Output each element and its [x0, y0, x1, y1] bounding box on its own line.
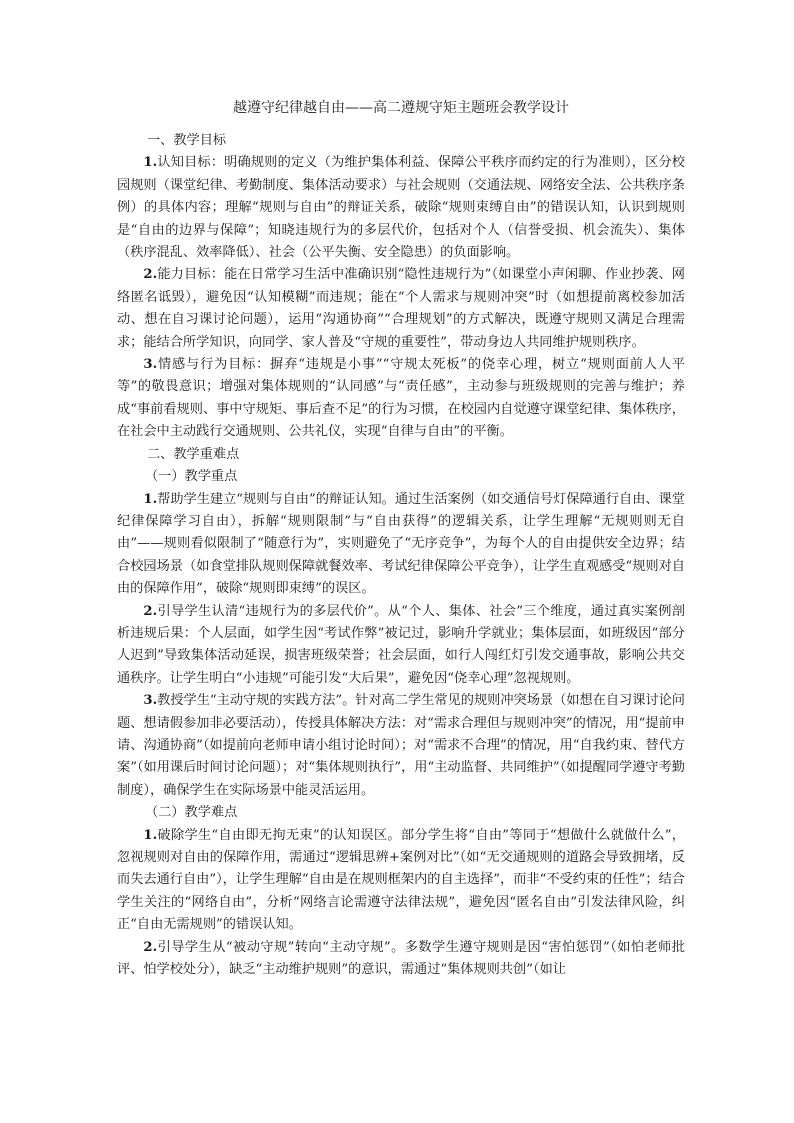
item-text: 教授学生“主动守规的实践方法”。针对高二学生常见的规则冲突场景（如想在自习课讨论问题、想请假参加非必要活动），传授具体解决方法：对“需求合理但与规则冲突”的情况，用“提前申请、沟通协商”（如提前向老师申请小组讨论时间）；对“需求不合理”的情况，用“自我约束、替代方案”（如用课后时间讨论问题）；对“集体规则执行”，用“主动监督、共同维护”（如提醒同学遵守考勤制度），确保学生在实际场景中能灵活运用。	[117, 693, 685, 798]
subsection-heading-difficulty: （二）教学难点	[145, 805, 238, 821]
item-number: 1.	[143, 155, 158, 171]
item-text: 引导学生从“被动守规”转向“主动守规”。多数学生遵守规则是因“害怕惩罚”（如怕老师批评、怕学校处分），缺乏“主动维护规则”的意识，需通过“集体规则共创”（如让	[117, 939, 685, 978]
item-number: 3.	[143, 357, 158, 373]
subsection-heading-focus: （一）教学重点	[145, 469, 238, 485]
item-number: 1.	[143, 827, 158, 843]
paragraph-focus-3	[117, 690, 685, 802]
paragraph-objective-3	[117, 354, 685, 444]
item-text: 认知目标：明确规则的定义（为维护集体利益、保障公平秩序而约定的行为准则），区分校园规则（课堂纪律、考勤制度、集体活动要求）与社会规则（交通法规、网络安全法、公共秩序条例）的具体内容；理解“规则与自由”的辩证关系，破除“规则束缚自由”的错误认知，认识到规则是“自由的边界与保障”；知晓违规行为的多层代价，包括对个人（信誉受损、机会流失）、集体（秩序混乱、效率降低）、社会（公平失衡、安全隐患）的负面影响。	[117, 155, 685, 261]
paragraph-objective-2	[117, 264, 685, 354]
document-page	[117, 96, 685, 981]
section-heading-objectives: 一、教学目标	[147, 133, 227, 148]
item-number: 2.	[143, 267, 158, 283]
item-number: 2.	[143, 603, 158, 619]
item-text: 帮助学生建立“规则与自由”的辩证认知。通过生活案例（如交通信号灯保障通行自由、课堂纪律保障学习自由），拆解“规则限制”与“自由获得”的逻辑关系，让学生理解“无规则则无自由”——规则看似限制了“随意行为”，实则避免了“无序竞争”，为每个人的自由提供安全边界；结合校园场景（如食堂排队规则保障就餐效率、考试纪律保障公平竞争），让学生直观感受“规则对自由的保障作用”，破除“规则即束缚”的误区。	[117, 491, 685, 597]
item-number: 3.	[143, 693, 158, 709]
item-text: 破除学生“自由即无拘无束”的认知误区。部分学生将“自由”等同于“想做什么就做什么”，忽视规则对自由的保障作用，需通过“逻辑思辨+案例对比”（如“无交通规则的道路会导致拥堵，反而失去通行自由”），让学生理解“自由是在规则框架内的自主选择”，而非“不受约束的任性”；结合学生关注的“网络自由”，分析“网络言论需遵守法律法规”，避免因“匿名自由”引发法律风险，纠正“自由无需规则”的错误认知。	[117, 827, 685, 933]
item-text: 情感与行为目标：摒弃“违规是小事”“守规太死板”的侥幸心理，树立“规则面前人人平等”的敬畏意识；增强对集体规则的“认同感”与“责任感”，主动参与班级规则的完善与维护；养成“事前看规则、事中守规矩、事后查不足”的行为习惯，在校园内自觉遵守课堂纪律、集体秩序，在社会中主动践行交通规则、公共礼仪，实现“自律与自由”的平衡。	[117, 357, 685, 440]
document-title: 越遵守纪律越自由——高二遵规守矩主题班会教学设计	[233, 100, 569, 116]
section-heading-key-points: 二、教学重难点	[147, 446, 240, 462]
paragraph-focus-1	[117, 489, 685, 601]
paragraph-difficulty-2	[117, 937, 685, 982]
paragraph-difficulty-1	[117, 825, 685, 937]
item-number: 2.	[143, 939, 158, 955]
item-text: 能力目标：能在日常学习生活中准确识别“隐性违规行为”（如课堂小声闲聊、作业抄袭、网络匿名诋毁），避免因“认知模糊”而违规；能在“个人需求与规则冲突”时（如想提前离校参加活动、想在自习课讨论问题），运用“沟通协商”“合理规划”的方式解决，既遵守规则又满足合理需求；能结合所学知识，向同学、家人普及“守规的重要性”，带动身边人共同维护规则秩序。	[117, 267, 685, 350]
item-number: 1.	[143, 491, 158, 507]
paragraph-objective-1	[117, 152, 685, 264]
paragraph-focus-2	[117, 601, 685, 691]
item-text: 引导学生认清“违规行为的多层代价”。从“个人、集体、社会”三个维度，通过真实案例剖析违规后果：个人层面，如学生因“考试作弊”被记过，影响升学就业；集体层面，如班级因“部分人迟到”导致集体活动延误，损害班级荣誉；社会层面，如行人闯红灯引发交通事故，影响公共交通秩序。让学生明白“小违规”可能引发“大后果”，避免因“侥幸心理”忽视规则。	[117, 603, 685, 686]
